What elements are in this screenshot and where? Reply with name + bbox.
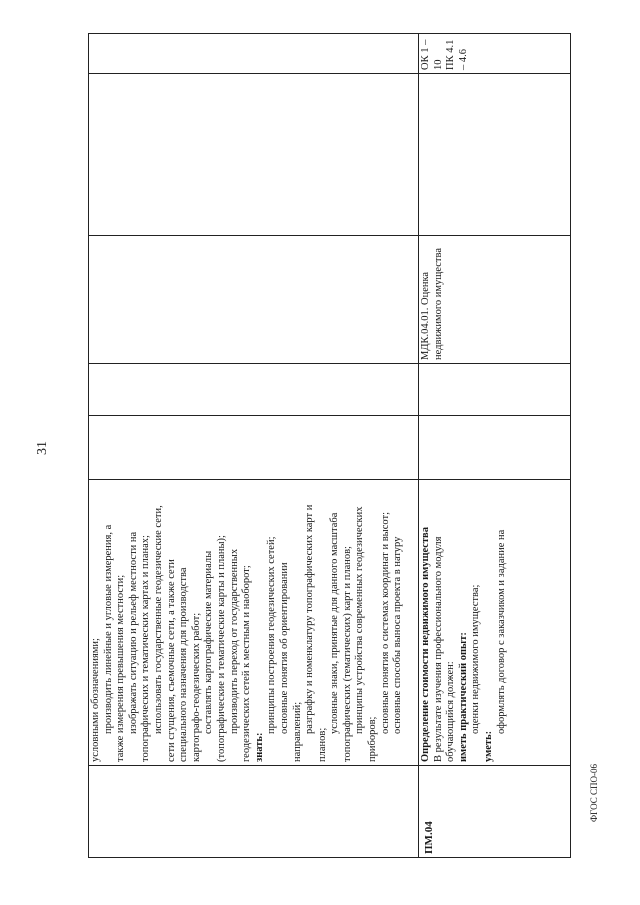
content-line: уметь: bbox=[482, 730, 494, 762]
content-line: составлять картографические материалы bbox=[203, 550, 215, 734]
content-line: В результате изучения профессионального модуля bbox=[432, 536, 444, 762]
content-line: условными обозначениями; bbox=[90, 638, 101, 762]
content-lines bbox=[90, 483, 405, 762]
content-line: производить переход от государственных bbox=[228, 548, 240, 734]
content-line: основные понятия о системах координат и высот; bbox=[379, 511, 391, 734]
module-code-cell bbox=[89, 766, 419, 858]
content-line: направлений; bbox=[291, 701, 303, 762]
content-lines bbox=[420, 483, 508, 762]
content-line: Определение стоимости недвижимого имущества bbox=[420, 527, 431, 762]
discipline-cell bbox=[89, 236, 419, 364]
content-line: разграфку и номенклатуру топографических карт и bbox=[304, 504, 316, 734]
content-line: планов; bbox=[316, 727, 328, 762]
discipline-cell: МДК.04.01. Оценка недвижимого имущества bbox=[419, 236, 571, 364]
footer-code: ФГОС СПО-06 bbox=[589, 764, 599, 822]
content-line: основные понятия об ориентировании bbox=[278, 562, 290, 734]
competency-pk: ПК 4.1 – 4.6 bbox=[445, 39, 469, 70]
content-line: специального назначения для производства bbox=[178, 567, 190, 762]
content-line: иметь практический опыт: bbox=[457, 632, 469, 762]
content-line: принципы построения геодезических сетей; bbox=[266, 536, 278, 734]
competency-ok: ОК 1 – 10 bbox=[420, 39, 444, 70]
content-line: изображать ситуацию и рельеф местности на bbox=[127, 531, 139, 734]
competency-cell bbox=[89, 34, 419, 74]
content-line: топографических и тематических картах и планах; bbox=[140, 535, 152, 762]
content-cell bbox=[89, 480, 419, 766]
content-line: условные знаки, принятые для данного масштаба bbox=[329, 512, 341, 734]
hours-cell bbox=[89, 364, 419, 416]
content-line: (топографические и тематические карты и планы); bbox=[215, 535, 227, 762]
empty-cell bbox=[89, 74, 419, 236]
module-code-cell: ПМ.04 bbox=[419, 766, 571, 858]
content-line: обучающийся должен: bbox=[445, 661, 457, 762]
content-cell bbox=[419, 480, 571, 766]
competency-cell bbox=[419, 34, 571, 74]
table-row bbox=[89, 34, 419, 858]
content-line: картографо-геодезических работ; bbox=[190, 612, 202, 762]
hours-cell bbox=[89, 416, 419, 480]
hours-cell bbox=[419, 364, 571, 416]
content-line: использовать государственные геодезические сети, bbox=[152, 505, 164, 734]
empty-cell bbox=[419, 74, 571, 236]
content-line: топографических (тематических) карт и планов; bbox=[341, 546, 353, 762]
content-line: также измерения превышения местности; bbox=[115, 574, 127, 762]
content-line: знать: bbox=[253, 732, 265, 762]
hours-cell bbox=[419, 416, 571, 480]
table-row bbox=[419, 34, 571, 858]
content-line: приборов; bbox=[367, 716, 379, 762]
content-line: геодезических сетей к местным и наоборот; bbox=[241, 565, 253, 762]
content-line: сети сгущения, съемочные сети, а также сети bbox=[165, 559, 177, 762]
page-number: 31 bbox=[35, 441, 50, 455]
curriculum-table bbox=[88, 34, 570, 858]
content-line: оценки недвижимого имущества; bbox=[470, 584, 482, 734]
content-line: основные способы выноса проекта в натуру bbox=[392, 536, 404, 734]
content-line: оформлять договор с заказчиком и задание на bbox=[495, 529, 507, 734]
content-line: принципы устройства современных геодезических bbox=[354, 506, 366, 734]
content-line: производить линейные и угловые измерения, а bbox=[102, 524, 114, 734]
